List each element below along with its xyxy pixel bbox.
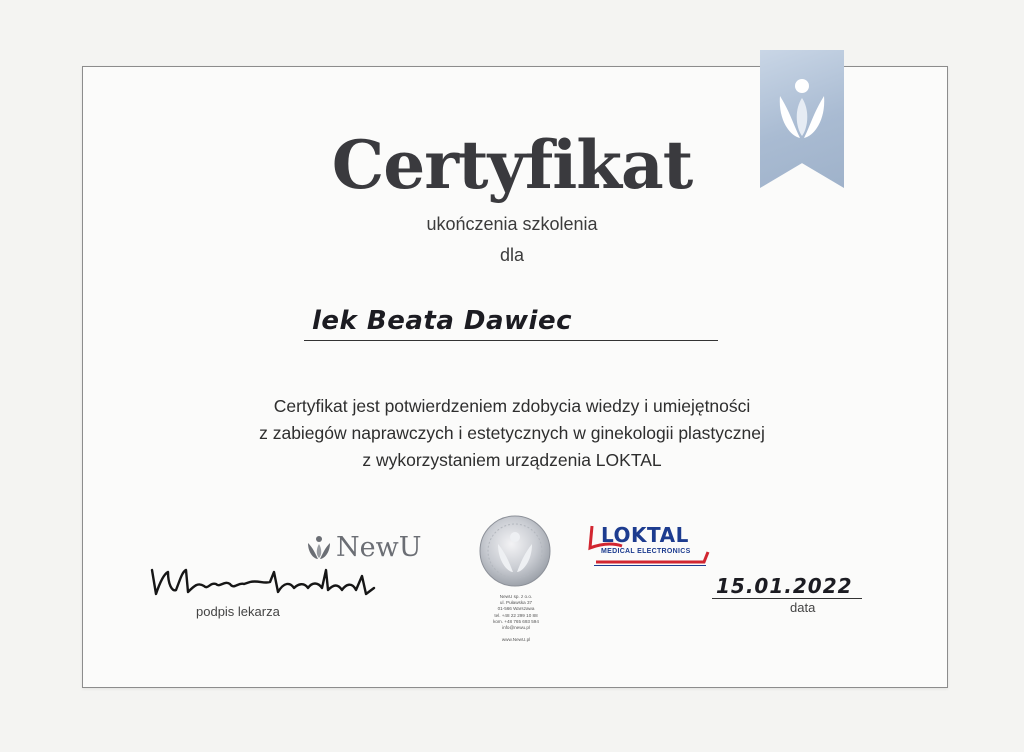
stamp-line: kom. +48 765 693 594 bbox=[493, 618, 539, 624]
certificate-subtitle: ukończenia szkolenia bbox=[426, 214, 598, 234]
stamp-line: ul. Puławska 37 bbox=[499, 600, 533, 606]
body-line-1: Certyfikat jest potwierdzeniem zdobycia wiedzy i umiejętności bbox=[273, 396, 751, 416]
date-caption: data bbox=[790, 600, 816, 615]
date-value: 15.01.2022 bbox=[716, 574, 853, 598]
stamp-website: www.NewU.pl bbox=[501, 637, 531, 643]
body-line-3: z wykorzystaniem urządzenia LOKTAL bbox=[362, 450, 662, 470]
newu-logo bbox=[306, 532, 421, 563]
recipient-name: lek Beata Dawiec bbox=[312, 306, 573, 336]
doctor-signature bbox=[146, 560, 380, 604]
loktal-logo-text: LOKTAL bbox=[601, 523, 689, 547]
stamp-address bbox=[480, 594, 552, 643]
stamp-line: 01-566 Warszawa bbox=[497, 606, 535, 612]
for-label: dla bbox=[499, 245, 525, 265]
newu-logo-text: NewU bbox=[336, 532, 422, 563]
loktal-logo-subtitle: MEDICAL ELECTRONICS bbox=[601, 548, 691, 555]
stamp-line: tel. +48 22 299 10 88 bbox=[494, 612, 538, 618]
signature-caption: podpis lekarza bbox=[196, 604, 280, 619]
stamp-line: info@newu.pl bbox=[502, 625, 530, 631]
newu-tulip-icon bbox=[306, 535, 332, 561]
certificate-title: Certyfikat bbox=[331, 126, 693, 204]
date-underline bbox=[712, 598, 862, 599]
body-line-2: z zabiegów naprawczych i estetycznych w ginekologii plastycznej bbox=[259, 423, 765, 443]
recipient-underline bbox=[304, 340, 718, 341]
holographic-seal bbox=[478, 514, 552, 588]
stamp-line: NewU sp. z o.o. bbox=[499, 594, 533, 599]
